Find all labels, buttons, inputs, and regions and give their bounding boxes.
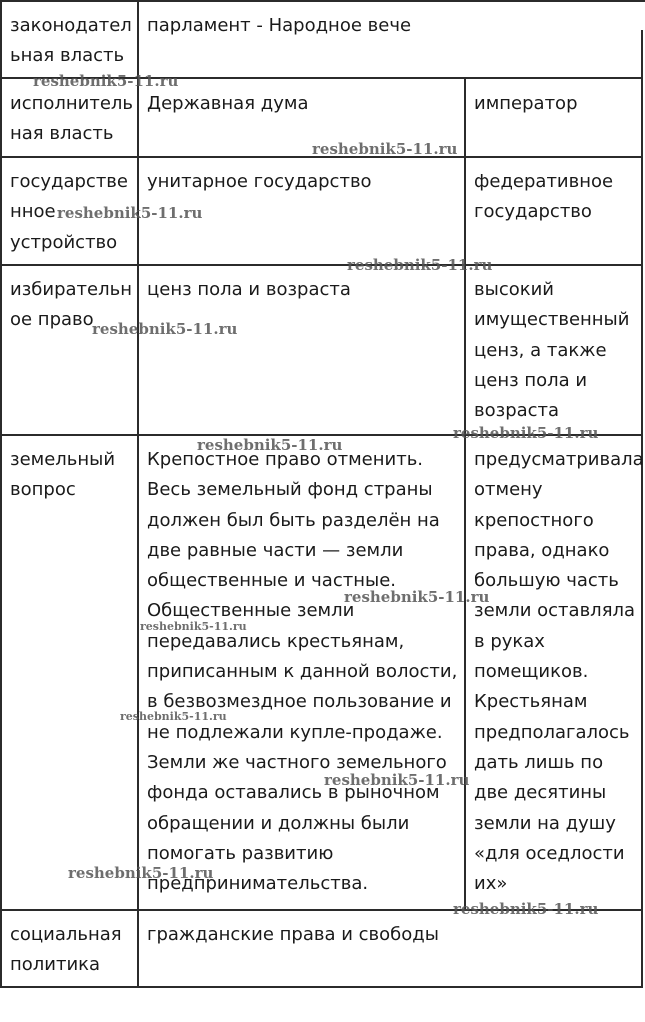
row-state-structure-col3: федеративное государство bbox=[474, 171, 614, 223]
watermark: reshebnik5-11.ru bbox=[453, 900, 599, 918]
row-land-question-col2: Крепостное право отменить. Весь земельный фонд страны должен был быть разделён на две равные части — земли общественные и частные. Общественные земли передавались крестьянам, приписанным к данной волости, в безвозмездное пользование и не подлежали купле-продаже. Земли же частного земельного фонда оставались в рыночном обращении и должны были помогать развитию предпринимательства. bbox=[147, 449, 458, 895]
watermark: reshebnik5-11.ru bbox=[68, 864, 214, 882]
watermark: reshebnik5-11.ru bbox=[453, 424, 599, 442]
watermark: reshebnik5-11.ru bbox=[33, 72, 179, 90]
watermark: reshebnik5-11.ru bbox=[324, 771, 470, 789]
row-social-policy-col2: гражданские права и свободы bbox=[147, 924, 439, 945]
row-state-structure-col2: унитарное государство bbox=[147, 171, 372, 192]
table-border-right bbox=[641, 30, 643, 988]
row-executive-col3: император bbox=[474, 93, 578, 114]
row-executive-col2: Державная дума bbox=[147, 93, 309, 114]
watermark: reshebnik5-11.ru bbox=[92, 320, 238, 338]
watermark: reshebnik5-11.ru bbox=[140, 620, 247, 633]
row-divider-3 bbox=[0, 264, 643, 266]
watermark: reshebnik5-11.ru bbox=[347, 256, 493, 274]
row-electoral-law-col2: ценз пола и возраста bbox=[147, 279, 351, 300]
row-label-state-structure: государстве нное устройство bbox=[10, 171, 128, 253]
watermark: reshebnik5-11.ru bbox=[344, 588, 490, 606]
watermark: reshebnik5-11.ru bbox=[57, 204, 203, 222]
watermark: reshebnik5-11.ru bbox=[312, 140, 458, 158]
table-border-top bbox=[0, 0, 645, 2]
row-label-land-question: земельный вопрос bbox=[10, 449, 116, 501]
row-land-question-col3: предусматривала отмену крепостного права, однако большую часть земли оставляла в руках помещиков. Крестьянам предполагалось дать лишь по две десятины земли на душу «для оседлости их» bbox=[474, 449, 644, 895]
row-legislative-col2: парламент - Народное вече bbox=[147, 15, 412, 36]
row-label-legislative: законодател ьная власть bbox=[10, 15, 132, 67]
row-label-social-policy: социальная политика bbox=[10, 924, 122, 976]
watermark: reshebnik5-11.ru bbox=[120, 710, 227, 723]
table-border-bottom bbox=[0, 986, 643, 988]
watermark: reshebnik5-11.ru bbox=[197, 436, 343, 454]
row-label-executive: исполнитель ная власть bbox=[10, 93, 134, 145]
row-label-electoral-law: избирательн ое право bbox=[10, 279, 132, 331]
row-electoral-law-col3: высокий имущественный ценз, а также ценз пола и возраста bbox=[474, 279, 630, 422]
